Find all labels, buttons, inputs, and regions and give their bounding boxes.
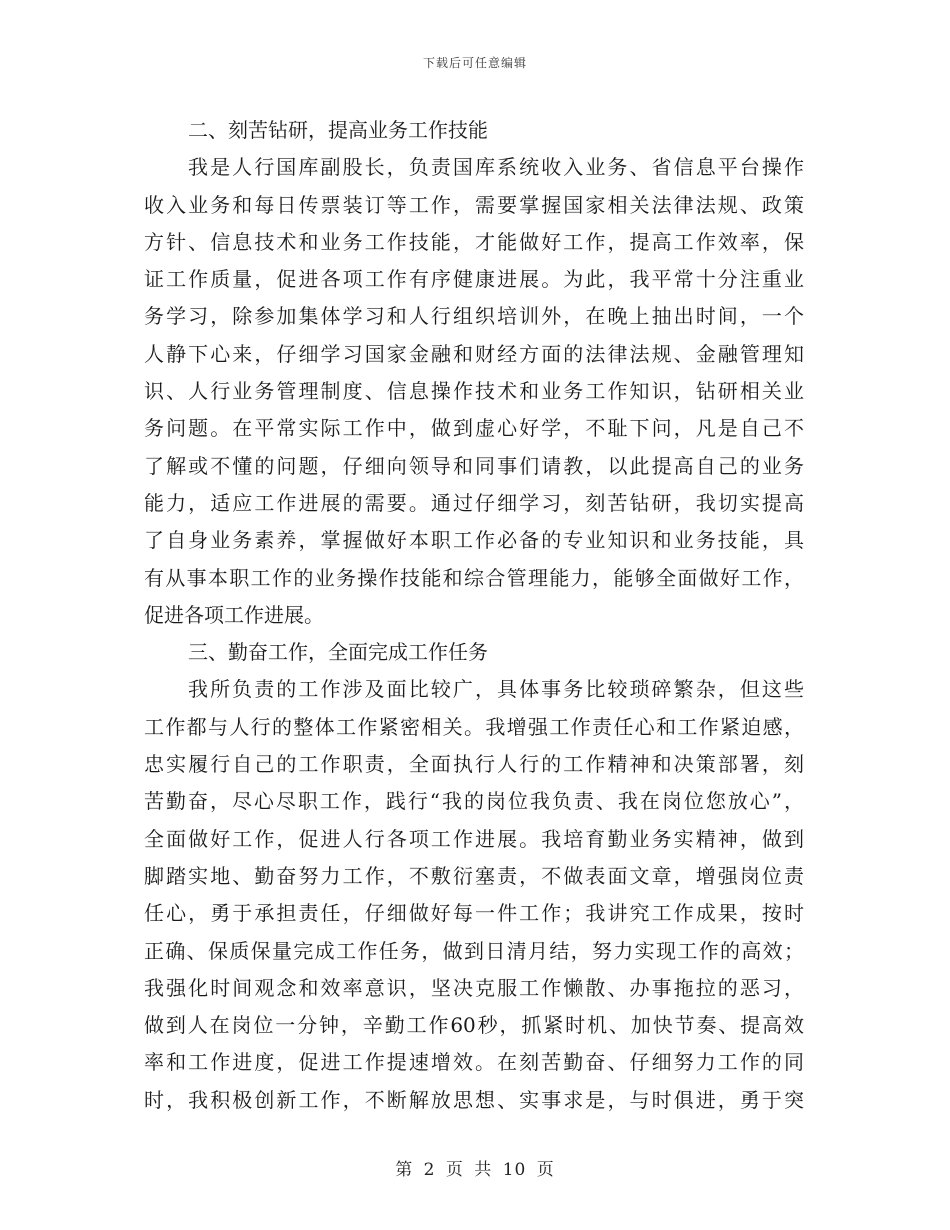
text-line-content: 脚踏实地、勤奋努力工作，不敷衍塞责，不做表面文章，增强岗位责	[144, 863, 804, 888]
text-line-content: 任心，勇于承担责任，仔细做好每一件工作；我讲究工作成果，按时	[144, 901, 804, 926]
text-line	[144, 187, 804, 224]
text-line-content: 全面做好工作，促进人行各项工作进展。我培育勤业务实精神，做到	[144, 826, 804, 851]
text-line	[144, 1044, 804, 1081]
text-line-content: 证工作质量，促进各项工作有序健康进展。为此，我平常十分注重业	[144, 267, 804, 292]
text-line-content: 务问题。在平常实际工作中，做到虚心好学，不耻下问，凡是自己不	[144, 416, 804, 441]
text-line-content: 时，我积极创新工作，不断解放思想、实事求是，与时俱进，勇于突	[144, 1087, 804, 1112]
text-line	[144, 933, 804, 970]
text-line-content: 做到人在岗位一分钟，辛勤工作60秒，抓紧时机、加快节奏、提高效	[144, 1013, 804, 1038]
text-line-content: 了自身业务素养，掌握做好本职工作必备的专业知识和业务技能，具	[144, 528, 804, 553]
text-line-content: 忠实履行自己的工作职责，全面执行人行的工作精神和决策部署，刻	[144, 752, 804, 777]
text-line-content: 我所负责的工作涉及面比较广，具体事务比较琐碎繁杂，但这些	[188, 677, 804, 702]
text-line	[144, 522, 804, 559]
page-header: 下载后可任意编辑	[422, 56, 527, 70]
text-line-content: 正确、保质保量完成工作任务，做到日清月结，努力实现工作的高效；	[144, 938, 804, 963]
text-line	[144, 709, 804, 746]
text-line	[144, 224, 804, 261]
text-line	[144, 149, 804, 186]
text-line	[144, 485, 804, 522]
text-line	[144, 821, 804, 858]
text-line	[144, 298, 804, 335]
page-number-footer: 第 2 页 共 10 页	[395, 1160, 555, 1180]
text-line	[144, 410, 804, 447]
text-line-content: 了解或不懂的问题，仔细向领导和同事们请教，以此提高自己的业务	[144, 453, 804, 478]
text-line-content: 三、勤奋工作，全面完成工作任务	[188, 640, 488, 665]
text-line	[144, 373, 804, 410]
text-line	[144, 634, 804, 671]
text-line	[144, 1007, 804, 1044]
text-line-content: 我是人行国库副股长，负责国库系统收入业务、省信息平台操作	[188, 155, 804, 180]
text-line	[144, 336, 804, 373]
text-line	[144, 746, 804, 783]
text-line-content: 有从事本职工作的业务操作技能和综合管理能力，能够全面做好工作，	[144, 565, 804, 590]
text-line-content: 收入业务和每日传票装订等工作，需要掌握国家相关法律法规、政策	[144, 192, 804, 217]
text-line-content: 二、刻苦钻研，提高业务工作技能	[188, 118, 488, 142]
text-line	[144, 112, 804, 149]
text-line-content: 务学习，除参加集体学习和人行组织培训外，在晚上抽出时间，一个	[144, 304, 804, 329]
text-line-content: 能力，适应工作进展的需要。通过仔细学习，刻苦钻研，我切实提高	[144, 490, 804, 515]
text-line-content: 苦勤奋，尽心尽职工作，践行“我的岗位我负责、我在岗位您放心”，	[144, 789, 804, 814]
document-body	[144, 112, 804, 1119]
text-line-content: 率和工作进度，促进工作提速增效。在刻苦勤奋、仔细努力工作的同	[144, 1050, 804, 1075]
text-line	[144, 448, 804, 485]
text-line	[144, 858, 804, 895]
text-line	[144, 261, 804, 298]
text-line	[144, 597, 804, 634]
text-line-content: 促进各项工作进展。	[144, 602, 324, 627]
text-line	[144, 970, 804, 1007]
text-line	[144, 1082, 804, 1119]
text-line-content: 工作都与人行的整体工作紧密相关。我增强工作责任心和工作紧迫感，	[144, 714, 804, 739]
text-line	[144, 671, 804, 708]
text-line-content: 识、人行业务管理制度、信息操作技术和业务工作知识，钻研相关业	[144, 379, 804, 404]
text-line-content: 人静下心来，仔细学习国家金融和财经方面的法律法规、金融管理知	[144, 341, 804, 366]
text-line	[144, 783, 804, 820]
text-line-content: 我强化时间观念和效率意识，坚决克服工作懒散、办事拖拉的恶习，	[144, 975, 804, 1000]
text-line	[144, 895, 804, 932]
text-line	[144, 560, 804, 597]
text-line-content: 方针、信息技术和业务工作技能，才能做好工作，提高工作效率，保	[144, 229, 804, 254]
